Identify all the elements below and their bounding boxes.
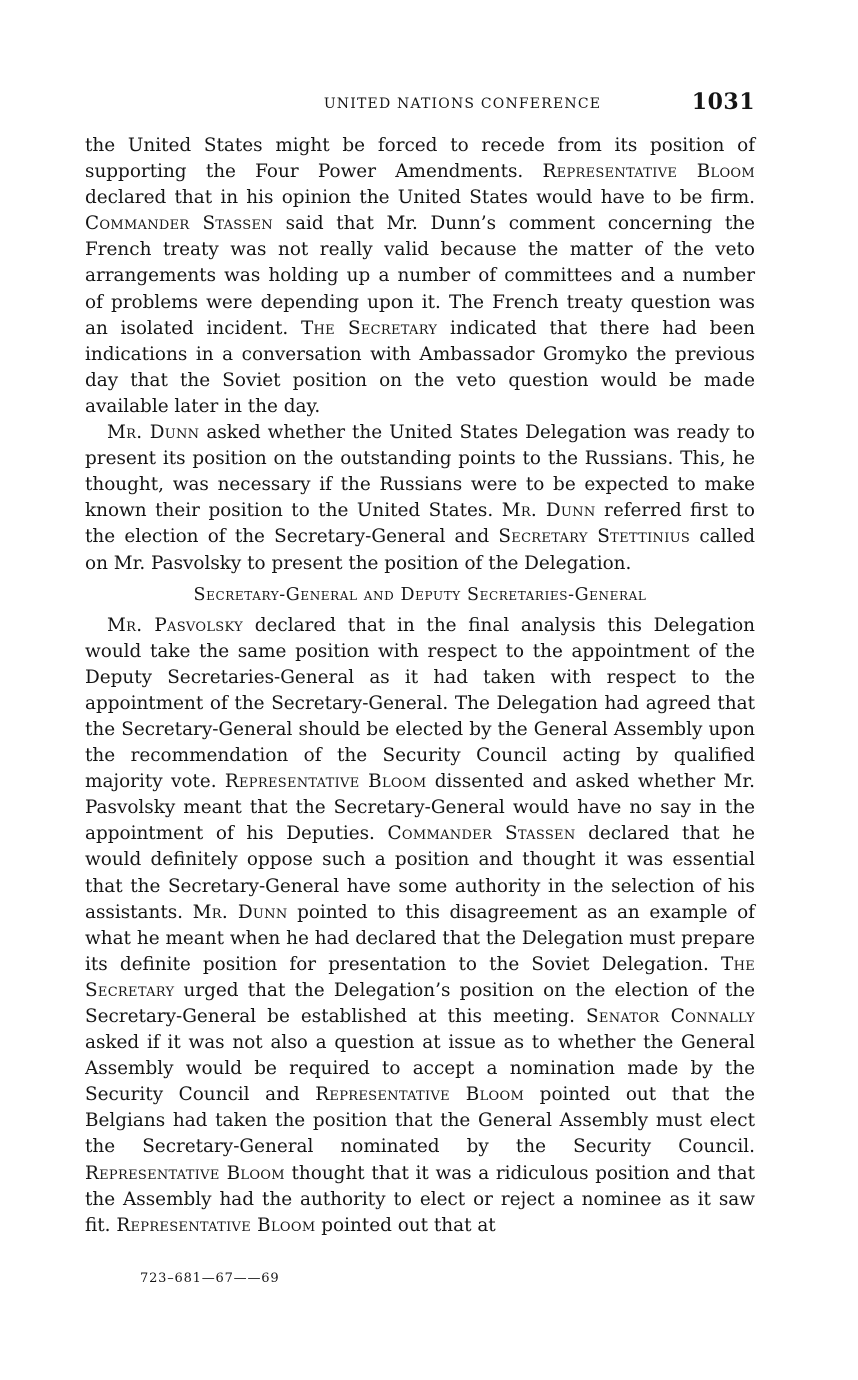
- speaker-name: Representative Bloom: [116, 1214, 316, 1236]
- body-text: [85, 133, 755, 1239]
- text-run: indicated that there had been indications in a conversation with Ambassador Gromyko the previous day that the Soviet position on the veto question would be made available later in the day.: [85, 317, 755, 417]
- paragraph-3: [85, 613, 755, 1239]
- page-header: [85, 88, 755, 122]
- text-run: thought that it was a ridiculous position and that the Assembly had the authority to elect or reject a nominee as it saw fit.: [85, 1162, 755, 1236]
- speaker-name: Commander Stassen: [85, 213, 273, 235]
- speaker-name: Senator Connally: [586, 1006, 755, 1027]
- speaker-name: Secretary Stettinius: [498, 526, 691, 548]
- text-run: said that Mr. Dunn’s comment concerning the French treaty was not really valid because the matter of the veto arrangements was holding up a number of committees and a number of problems were depending upon it. The French treaty question was an isolated incident.: [85, 213, 755, 339]
- speaker-name: The Secretary: [85, 953, 755, 1001]
- text-run: pointed out that the Belgians had taken the position that the General Assembly must elect the Secretary-General nominated by the Security Council.: [85, 1084, 756, 1158]
- text-run: asked if it was not also a question at issue as to whether the General Assembly would be required to accept a nomination made by the Security Council and: [85, 1032, 755, 1106]
- speaker-name: Mr. Pasvolsky: [107, 614, 244, 636]
- text-run: pointed to this disagreement as an example of what he meant when he had declared that the Delegation must prepare its definite position for presentation to the Soviet Delegation.: [85, 901, 755, 975]
- text-run: declared that in the final analysis this Delegation would take the same position with respect to the appointment of the Deputy Secretaries-General as it had taken with respect to the appointment of the Secretary-General. The Delegation had agreed that the Secretary-General should be elected by the General Assembly upon the recommendation of the Security Council acting by qualified majority vote.: [85, 614, 755, 793]
- text-run: called on Mr. Pasvolsky to present the position of the Delegation.: [85, 526, 756, 574]
- running-head: UNITED NATIONS CONFERENCE: [323, 96, 602, 112]
- speaker-name: The Secretary: [300, 317, 438, 339]
- text-run: dissented and asked whether Mr. Pasvolsky meant that the Secretary-General would have no say in the appointment of his Deputies.: [85, 771, 755, 845]
- speaker-name: Mr. Dunn: [501, 500, 596, 522]
- text-run: asked whether the United States Delegation was ready to present its position on the outstanding points to the Russians. This, he thought, was necessary if the Russians were to be expected to make known their position to the United States.: [85, 422, 755, 522]
- paragraph-2: [85, 420, 755, 577]
- section-heading: Secretary-General and Deputy Secretaries-General: [193, 584, 647, 605]
- text-run: pointed out that at: [315, 1214, 496, 1236]
- print-code: 723–681—67——69: [140, 1271, 280, 1286]
- speaker-name: Commander Stassen: [387, 823, 576, 845]
- paragraph-1: [85, 133, 755, 420]
- text-run: referred first to the election of the Secretary-General and: [85, 500, 755, 548]
- page-number: 1031: [691, 89, 755, 115]
- text-run: the United States might be forced to recede from its position of supporting the Four Power Amendments.: [85, 135, 755, 183]
- speaker-name: Representative Bloom: [315, 1084, 525, 1106]
- speaker-name: Representative Bloom: [542, 161, 755, 183]
- speaker-name: Mr. Dunn: [107, 422, 200, 444]
- text-run: declared that in his opinion the United States would have to be firm.: [85, 187, 755, 209]
- text-run: declared that he would definitely oppose such a position and thought it was essential that the Secretary-General have some authority in the selection of his assistants.: [85, 823, 755, 923]
- speaker-name: Representative Bloom: [224, 771, 427, 793]
- text-run: urged that the Delegation’s position on the election of the Secretary-General be established at this meeting.: [85, 979, 755, 1027]
- speaker-name: Representative Bloom: [85, 1162, 285, 1184]
- speaker-name: Mr. Dunn: [192, 901, 288, 923]
